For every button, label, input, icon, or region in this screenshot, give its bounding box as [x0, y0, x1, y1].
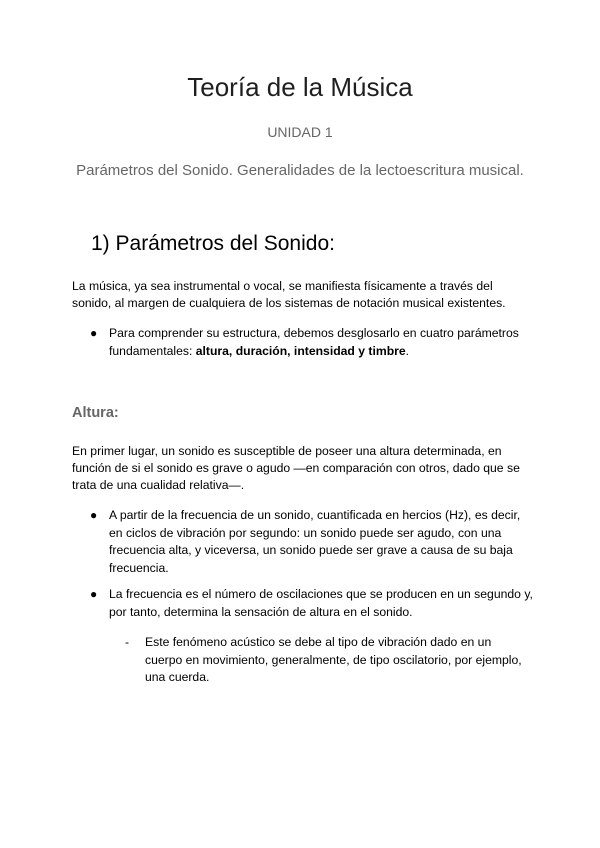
dash-icon: -: [125, 635, 130, 649]
unit-label: UNIDAD 1: [267, 124, 333, 140]
section-heading: 1) Parámetros del Sonido:: [91, 232, 335, 255]
list-item-bold: altura, duración, intensidad y timbre: [195, 343, 406, 358]
bullet-icon: ●: [90, 587, 98, 601]
bullet-icon: ●: [90, 508, 98, 522]
document-subtitle: Parámetros del Sonido. Generalidades de la lectoescritura musical.: [76, 162, 524, 179]
bullet-icon: ●: [90, 326, 98, 340]
list-item-text: A partir de la frecuencia de un sonido, cuantificada en hercios (Hz), es decir, en ciclos de vibración por segundo: un sonido puede ser agudo, con una frecuencia alta, y viceversa, un sonido puede ser grave a causa de su baja frecuencia.: [109, 508, 521, 575]
sub-list-item-text: Este fenómeno acústico se debe al tipo de vibración dado en un cuerpo en movimiento, generalmente, de tipo oscilatorio, por ejemplo, una cuerda.: [145, 635, 522, 684]
document-title: Teoría de la Música: [187, 72, 413, 102]
list-item-prefix: Para comprender su estructura, debemos desglosarlo en cuatro parámetros fundamentales:: [109, 326, 519, 358]
list-item-suffix: .: [405, 343, 410, 358]
list-item-text: La frecuencia es el número de oscilaciones que se producen en un segundo y, por tanto, determina la sensación de altura en el sonido.: [109, 587, 533, 619]
intro-paragraph: La música, ya sea instrumental o vocal, se manifiesta físicamente a través del sonido, al margen de cualquiera de los sistemas de notación musical existentes.: [72, 279, 506, 310]
list-item: [90, 507, 535, 577]
list-item: [90, 325, 535, 360]
list-item: [90, 586, 535, 621]
sub-list-item: [125, 634, 530, 687]
altura-paragraph: En primer lugar, un sonido es susceptible de poseer una altura determinada, en función de si el sonido es grave o agudo —en comparación con otros, dado que se trata de una cualidad relativa—.: [72, 444, 520, 492]
list-item-text: [109, 325, 535, 360]
subsection-heading: Altura:: [72, 405, 119, 421]
